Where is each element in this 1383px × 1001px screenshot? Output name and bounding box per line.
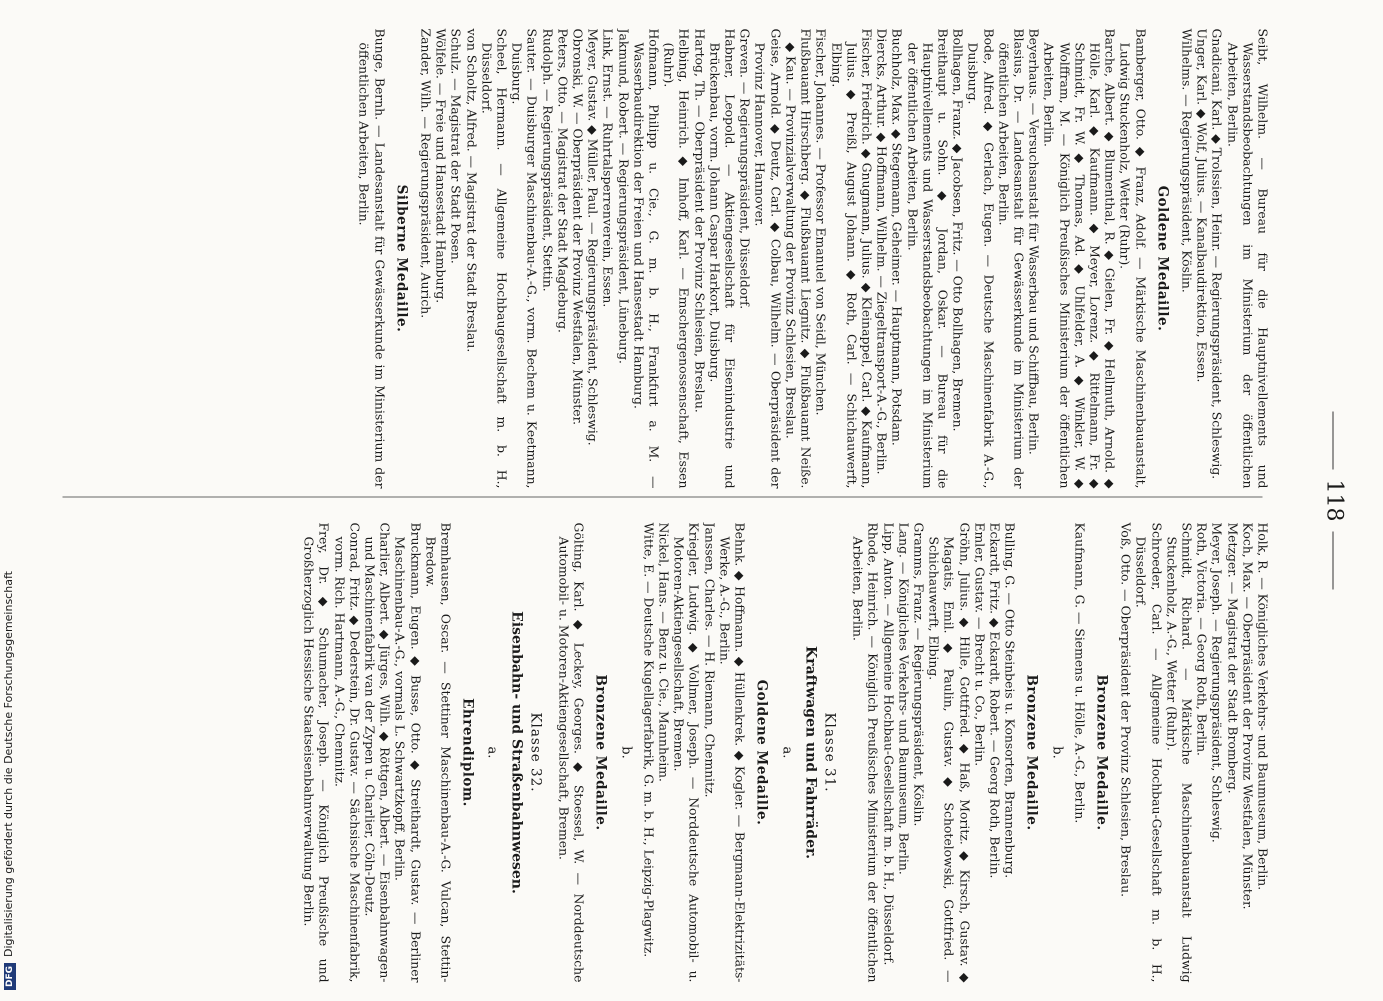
list-entry: Schroeder, Carl. — Allgemeine Hochbau-Gesellschaft m. b. H., Düsseldorf. bbox=[1133, 522, 1165, 983]
footer-line bbox=[2, 10, 20, 990]
list-entry: Rhode, Heinrich. — Königlich Preußisches Ministerium der öffentlichen Arbeiten, Berlin. bbox=[850, 522, 881, 983]
list-entry: Diercks, Arthur. ◆ Hoffmann, Wilhelm. — Ziegeltransport-A.-G., Berlin. bbox=[874, 28, 890, 475]
list-entry: Gröhn, Julius. ◆ Hille, Gottfried. ◆ Haß, Moritz. ◆ Kirsch, Gustav. ◆ Magatis, Emil. ◆ Paulin, Gustav. ◆ Schotelowski, Gottfried. — Schichauwerft, Elbing. bbox=[926, 522, 973, 983]
list-entry: Gramms, Franz. — Regierungspräsident, Köslin. bbox=[911, 522, 927, 827]
list-entry: Unger, Karl. ◆ Wolf, Julius. — Kanalbaudirektion, Essen. bbox=[1194, 28, 1210, 383]
list-entry: Bulling, G. — Otto Steinbeis u. Konsorten, Brannenburg. bbox=[1002, 522, 1018, 879]
list-entry: Eckardt, Fritz. ◆ Eckardt, Robert. — Georg Roth, Berlin. bbox=[987, 522, 1003, 879]
list-entry: Bollhagen, Franz. ◆ Jacobsen, Fritz. — Otto Bollhagen, Bremen. bbox=[950, 28, 966, 432]
list-entry: Peters, Otto. — Magistrat der Stadt Magdeburg. bbox=[555, 28, 571, 333]
list-entry: Wölfele. — Freie und Hansestadt Hamburg. bbox=[433, 28, 449, 304]
list-entry: Nickel, Hans. — Benz u. Cie., Mannheim. bbox=[656, 522, 672, 782]
list-entry: Emler, Gustav. — Brecht u. Co., Berlin. bbox=[972, 522, 988, 767]
list-entry: Rudolph. — Regierungspräsident, Stettin. bbox=[540, 28, 556, 292]
list-entry: Lipp, Anton. — Allgemeine Hochbau-Gesellschaft m. b. H., Düsseldorf. bbox=[881, 522, 897, 966]
section-heading: Ehrendiplom. bbox=[459, 698, 476, 807]
list-entry: Lang. — Königliches Verkehrs- und Baumuseum, Berlin. bbox=[896, 522, 912, 875]
list-entry: Habner, Leopold. — Aktiengesellschaft für Eisenindustrie und Brückenbau, vorm. Johann Caspar Harkort, Duisburg. bbox=[707, 28, 738, 489]
right-column bbox=[61, 523, 1271, 983]
section-heading: Bronzene Medaille. bbox=[1023, 674, 1040, 831]
class-title: Eisenbahn- und Straßenbahnwesen. bbox=[508, 611, 525, 894]
header-dash-left bbox=[1333, 412, 1334, 470]
dfg-logo: DFG bbox=[4, 963, 16, 990]
section-heading: Goldene Medaille. bbox=[1154, 185, 1171, 332]
list-entry: Link, Ernst. — Ruhrtalsperrenverein, Essen. bbox=[600, 28, 616, 308]
list-entry: Fischer, Friedrich. ◆ Gnugmann, Julius. ◆ Kleinappel, Carl. ◆ Kaufmann, Julius. ◆ Preißl, August Johann. ◆ Roth, Carl. — Schichauwerft, Elbing. bbox=[829, 28, 875, 489]
section-heading: Bronzene Medaille. bbox=[592, 674, 609, 831]
rotated-page-content bbox=[0, 1, 1383, 1001]
list-entry: Scheel, Hermann. — Allgemeine Hochbaugesellschaft m. b. H., Düsseldorf. bbox=[479, 28, 510, 489]
list-entry: Gnadicani, Karl. ◆ Trolssien, Heinr. — Regierungspräsident, Schleswig. bbox=[1209, 28, 1225, 480]
section-heading: Goldene Medaille. bbox=[753, 679, 770, 826]
list-entry: Hartog, Th. — Oberpräsident der Provinz Schlesien, Breslau. bbox=[692, 28, 708, 413]
column-divider bbox=[63, 497, 1263, 498]
subsection-letter: a. bbox=[779, 746, 795, 759]
list-entry: Barche, Albert. ◆ Blumenthal, R. ◆ Gielen, Fr. ◆ Hellmuth, Arnold. ◆ Hölle, Karl. ◆ Kaufmann. ◆ Meyer, Lorenz. ◆ Rittelmann, Fr. ◆ Schmidt, Fr. W. ◆ Thomas, Ad. ◆ Uhlfelder, A. ◆ Winkler, W. ◆ Wolffram, M. — Königlich Preußisches Ministerium der öffentlichen Arbeiten, Berlin. bbox=[1041, 28, 1118, 489]
subsection-letter: a. bbox=[484, 746, 500, 759]
subsection-letter: b. bbox=[618, 746, 634, 759]
list-entry: Behnk. ◆ Hoffmann. ◆ Hüllenkrek. ◆ Kogler. — Bergmann-Elektrizitäts-Werke, A.-G., Berlin. bbox=[717, 522, 748, 983]
list-entry: Charlier, Albert. ◆ Jürges, Wilh. ◆ Röttgen, Albert. — Eisenbahnwagen- und Maschinenfabrik van der Zypen u. Charlier, Cöln-Deutz. bbox=[362, 522, 393, 983]
class-number: Klasse 32. bbox=[527, 712, 544, 793]
list-entry: Breithaupt u. Sohn. ◆ Jordan, Oskar. — Bureau für die Hauptnivellements und Wasserstandsbeobachtungen im Ministerium der öffentlichen Arbeiten, Berlin. bbox=[905, 28, 951, 489]
class-title: Kraftwagen und Fahrräder. bbox=[802, 646, 819, 859]
list-entry: Buchholz, Max. ◆ Stegemann, Geheimer. — Hauptmann, Potsdam. bbox=[889, 28, 905, 446]
list-entry: Kriegler, Ludwig. ◆ Vollmer, Joseph. — Norddeutsche Automobil- u. Motoren-Aktiengesellschaft, Bremen. bbox=[671, 522, 702, 983]
list-entry: Zander, Wilh. — Regierungspräsident, Aurich. bbox=[418, 28, 434, 319]
list-entry: Frey, Dr. ◆ Schumacher, Joseph. — Königlich Preußische und Großherzoglich Hessische Staatseisenbahnverwaltung Berlin. bbox=[301, 522, 332, 983]
list-entry: Beyerhaus. — Versuchsanstalt für Wasserbau und Schiffbau, Berlin. bbox=[1026, 28, 1042, 455]
list-entry: Schulz. — Magistrat der Stadt Posen. bbox=[448, 28, 464, 264]
page-header bbox=[1307, 1, 1347, 1001]
list-entry: Wilhelms. — Regierungspräsident, Köslin. bbox=[1179, 28, 1195, 293]
list-entry: Voß, Otto. — Oberpräsident der Provinz Schlesien, Breslau. bbox=[1118, 522, 1134, 898]
list-entry: Koch, Max. — Oberpräsident der Provinz Westfalen, Münster. bbox=[1240, 522, 1256, 910]
header-dash-right bbox=[1333, 532, 1334, 590]
list-entry: Sauter. — Duisburger Maschinenbau-A.-G., vorm. Bechem u. Keetmann, Duisburg. bbox=[509, 28, 540, 489]
list-entry: Helbing, Heinrich. ◆ Imhoff, Karl. — Emschergenossenschaft, Essen (Ruhr). bbox=[661, 28, 692, 489]
section-heading: Silberne Medaille. bbox=[393, 184, 410, 333]
list-entry: Kaufmann, G. — Siemens u. Hölle, A.-G., Berlin. bbox=[1072, 522, 1088, 824]
list-entry: Schmidt, Richard. — Märkische Maschinenbauanstalt Ludwig Stuckenholz, A.-G., Wetter (Ruhr). bbox=[1164, 522, 1195, 983]
subsection-letter: b. bbox=[1049, 746, 1065, 759]
list-entry: Holk, R. — Königliches Verkehrs- und Baumuseum, Berlin. bbox=[1255, 522, 1271, 891]
list-entry: Greven. — Regierungspräsident, Düsseldorf. bbox=[737, 28, 753, 310]
list-entry: von Scholtz, Alfred. — Magistrat der Stadt Breslau. bbox=[464, 28, 480, 353]
list-entry: Bruckmann, Eugen. ◆ Busse, Otto. ◆ Streithardt, Gustav. — Berliner Maschinenbau-A.-G., vormals L. Schwartzkopff, Berlin. bbox=[392, 522, 424, 983]
list-entry: Bode, Alfred. ◆ Gerlach, Eugen. — Deutsche Maschinenfabrik A.-G., Duisburg. bbox=[965, 28, 997, 489]
list-entry: Conrad, Fritz. ◆ Dederstein, Dr. Gustav. — Sächsische Maschinenfabrik, vorm. Rich. Hartmann, A.-G., Chemnitz. bbox=[332, 522, 363, 983]
page-number: 118 bbox=[1321, 479, 1347, 522]
list-entry: Bamberger, Otto. ◆ Franz, Adolf. — Märkische Maschinenbauanstalt, Ludwig Stuckenholz, Wetter (Ruhr). bbox=[1117, 28, 1149, 489]
class-number: Klasse 31. bbox=[821, 712, 838, 793]
side-footer bbox=[0, 0, 22, 1000]
list-entry: Roth, Victoria. — Georg Roth, Berlin. bbox=[1194, 522, 1210, 756]
list-entry: Bunge, Bernh. — Landesanstalt für Gewässerkunde im Ministerium der öffentlichen Arbeiten, Berlin. bbox=[356, 28, 388, 489]
list-entry: Seibt, Wilhelm. — Bureau für die Hauptnivellements und Wasserstandsbeobachtungen im Ministerium der öffentlichen Arbeiten, Berlin. bbox=[1225, 28, 1271, 489]
list-entry: Witte, E. — Deutsche Kugellagerfabrik, G. m. b. H., Leipzig-Plagwitz. bbox=[641, 522, 657, 958]
list-entry: Fischer, Johannes. — Professor Emanuel von Seidl, München. bbox=[813, 28, 829, 416]
list-entry: Bremhausen, Oscar. — Stettiner Maschinenbau-A.-G. Vulcan, Stettin-Bredow. bbox=[423, 522, 454, 983]
list-entry: Flußbauamt Hirschberg. ◆ Flußbauamt Liegnitz. ◆ Flußbauamt Neiße. ◆ Kau. — Provinzialverwaltung der Provinz Schlesien, Breslau. bbox=[783, 28, 814, 489]
list-entry: Jakmund, Robert. — Regierungspräsident, Lüneburg. bbox=[616, 28, 632, 364]
list-entry: Obronski, W. — Oberpräsident der Provinz Westfalen, Münster. bbox=[570, 28, 586, 426]
list-entry: Blasius, Dr. — Landesanstalt für Gewässerkunde im Ministerium der öffentlichen Arbeiten, Berlin. bbox=[996, 28, 1027, 489]
list-entry: Geise, Arnold. ◆ Deutz, Carl. ◆ Colbau, Wilhelm. — Oberpräsident der Provinz Hannover, Hannover. bbox=[753, 28, 784, 489]
list-entry: Meyer, Joseph. — Regierungspräsident, Schleswig. bbox=[1209, 522, 1225, 843]
footer-text: Digitalisierung gefördert durch die Deutsche Forschungsgemeinschaft bbox=[2, 571, 15, 957]
list-entry: Hofmann, Philipp u. Cie., G. m. b. H., Frankfurt a. M. — Wasserbaudirektion der Freien und Hansestadt Hamburg. bbox=[631, 28, 662, 489]
list-entry: Metzger. — Magistrat der Stadt Bromberg. bbox=[1225, 522, 1241, 794]
list-entry: Meyer, Gustav. ◆ Müller, Paul. — Regierungspräsident, Schleswig. bbox=[585, 28, 601, 446]
list-entry: Gölting, Karl. ◆ Leckey, Georges. ◆ Stoessel, W. — Norddeutsche Automobil- u. Motoren-Aktiengesellschaft, Bremen. bbox=[556, 522, 587, 983]
left-column bbox=[61, 29, 1271, 489]
section-heading: Bronzene Medaille. bbox=[1093, 674, 1110, 831]
list-entry: Janssen, Charles. — H. Riemann, Chemnitz. bbox=[702, 522, 718, 798]
